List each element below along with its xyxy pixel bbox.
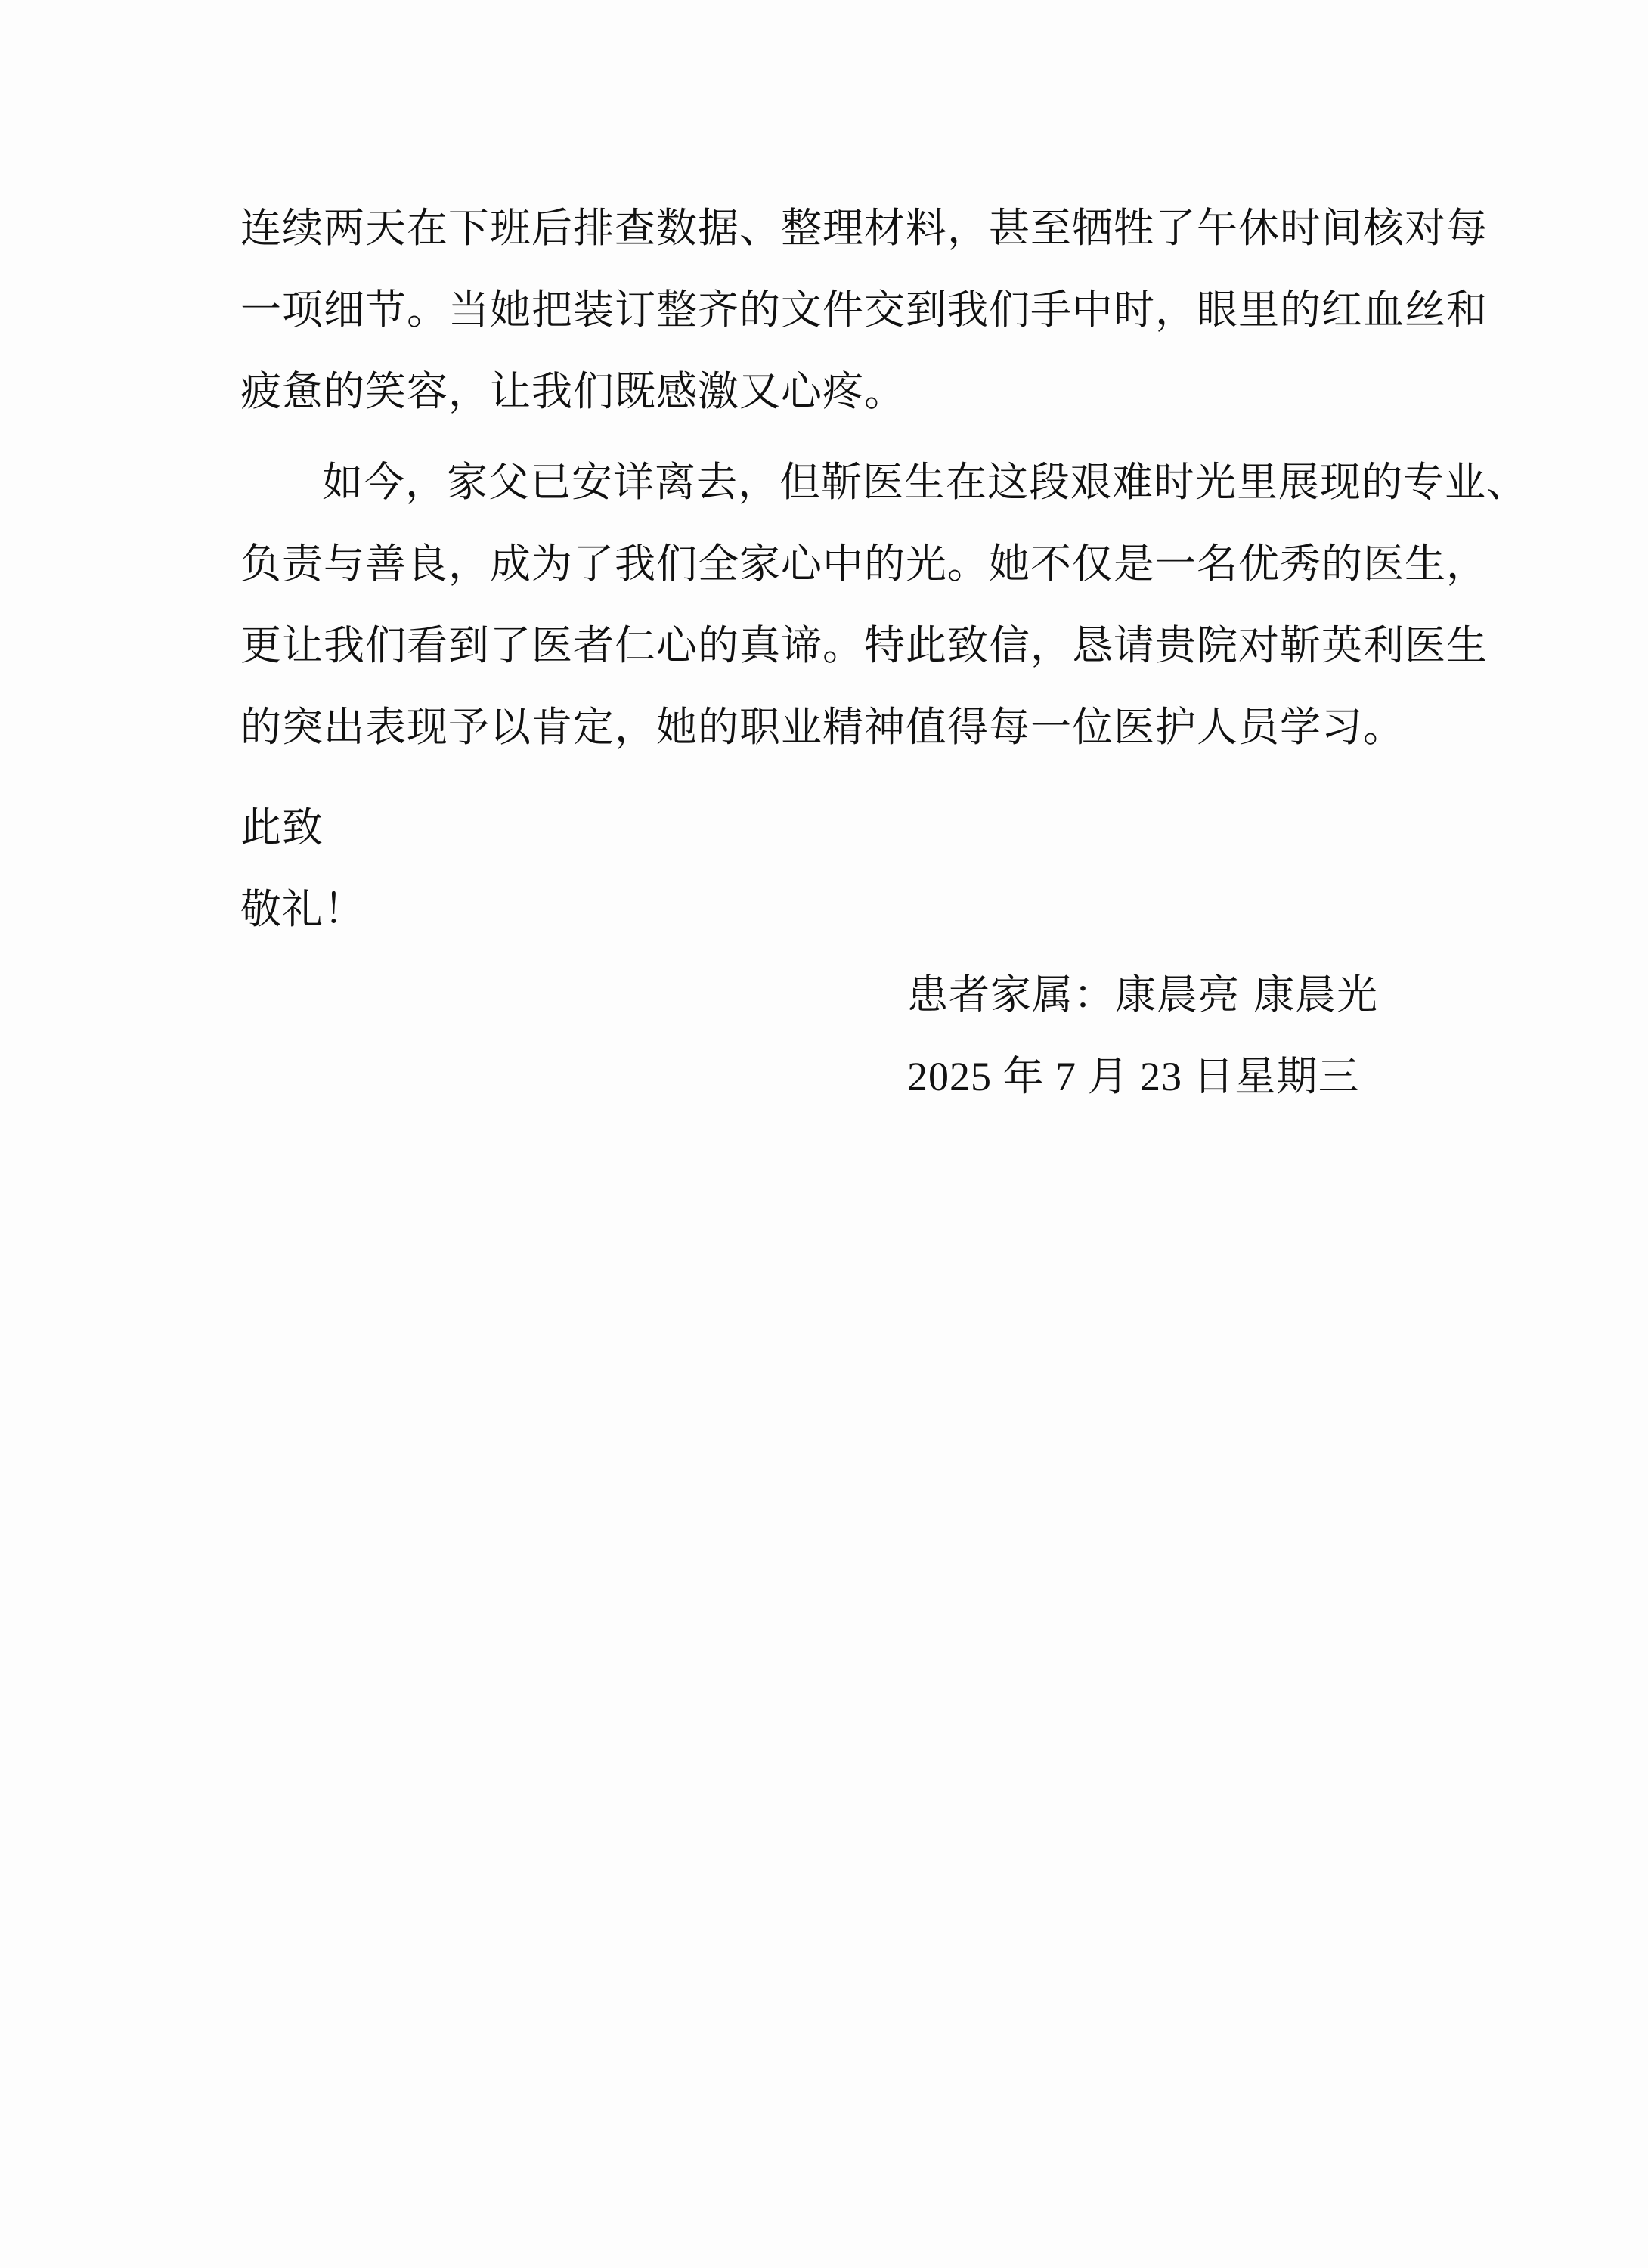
letter-signature (907, 954, 1378, 1117)
signer-name: 患者家属：康晨亮 康晨光 (907, 971, 1379, 1018)
paragraph-line: 负责与善良，成为了我们全家心中的光。她不仅是一名优秀的医生， (240, 540, 1488, 587)
letter-date: 2025 年 7 月 23 日星期三 (907, 1054, 1360, 1099)
closing-salutation: 此致 (240, 804, 324, 851)
paragraph-line: 更让我们看到了医者仁心的真谛。特此致信，恳请贵院对靳英利医生 (240, 621, 1488, 669)
letter-paragraph-1 (240, 187, 1488, 432)
paragraph-line: 如今，家父已安详离去，但靳医生在这段艰难时光里展现的专业、 (322, 458, 1528, 506)
paragraph-line: 的突出表现予以肯定，她的职业精神值得每一位医护人员学习。 (240, 703, 1405, 751)
closing-regards: 敬礼！ (240, 885, 365, 933)
letter-closing (240, 787, 1420, 950)
paragraph-line: 一项细节。当她把装订整齐的文件交到我们手中时，眼里的红血丝和 (240, 286, 1488, 333)
paragraph-line: 连续两天在下班后排查数据、整理材料，甚至牺牲了午休时间核对每 (240, 204, 1488, 252)
letter-paragraph-2 (240, 442, 1528, 768)
paragraph-line: 疲惫的笑容，让我们既感激又心疼。 (240, 367, 906, 415)
